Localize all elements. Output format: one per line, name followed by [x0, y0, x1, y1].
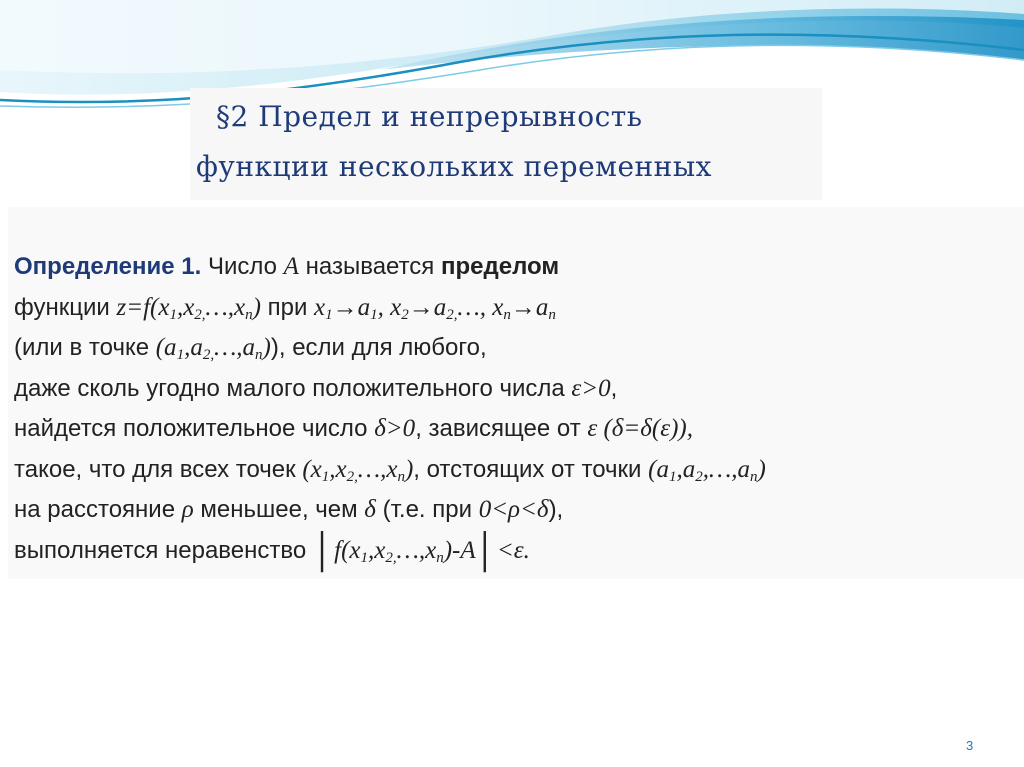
math: δ — [364, 496, 376, 523]
math-part: x — [492, 293, 504, 321]
definition-line-6 — [14, 450, 1019, 491]
target-point-expr — [648, 456, 766, 483]
text: на расстояние — [14, 496, 182, 523]
math-part: …,x — [357, 455, 398, 483]
text: при — [260, 293, 315, 321]
subscript: n — [397, 468, 405, 485]
text: такое, что для всех точек — [14, 455, 303, 483]
definition-line-4 — [14, 369, 1019, 410]
text: (или в точке — [14, 334, 156, 361]
subscript: 2 — [401, 306, 409, 323]
subscript: 2, — [446, 306, 458, 323]
math-part: →a — [510, 293, 549, 321]
text: ), если для любого, — [270, 334, 487, 361]
subscript: n — [255, 347, 263, 363]
subscript: n — [548, 306, 556, 323]
math-part: ,x — [176, 293, 195, 321]
math-part: …,x — [396, 536, 437, 564]
math: ε>0 — [571, 374, 611, 402]
math-part: ) — [404, 455, 414, 483]
definition-line-8 — [14, 531, 1019, 572]
definition-label: Определение 1. — [14, 253, 202, 280]
text: Число — [201, 253, 284, 280]
slide-title-line1: §2 Предел и непрерывность — [216, 100, 643, 133]
math-part: x — [390, 293, 402, 321]
math: 0<ρ<δ — [478, 496, 549, 523]
definition-line-5 — [14, 409, 1019, 450]
subscript: 1 — [360, 549, 368, 566]
subscript: 1 — [176, 347, 185, 363]
math-part: ,a — [184, 334, 203, 361]
math-part: →a — [332, 293, 371, 321]
math-part: →a — [408, 293, 447, 321]
math-part: (a — [648, 455, 669, 483]
math-part: (a — [155, 334, 177, 361]
text: найдется положительное число — [14, 415, 375, 442]
math: δ>0 — [374, 415, 416, 442]
limit-expr — [314, 294, 556, 321]
text: (т.е. при — [375, 496, 479, 523]
points-expr — [302, 456, 413, 483]
text: , отстоящих от точки — [413, 455, 649, 483]
definition-line-3 — [14, 328, 1019, 369]
page-number: 3 — [966, 738, 974, 753]
math-part: ,x — [329, 455, 347, 483]
subscript: n — [436, 549, 444, 566]
subscript: 2, — [385, 549, 397, 566]
text: , зависящее от — [415, 415, 588, 442]
text: называется — [298, 253, 441, 280]
slide-title-line2: функции нескольких переменных — [196, 150, 712, 183]
subscript: 1 — [325, 306, 333, 323]
inequality-expr — [312, 531, 530, 570]
subscript: 2 — [695, 468, 703, 485]
text: функции — [14, 293, 117, 321]
math-part: ) — [262, 334, 271, 361]
abs-bar: │ — [312, 531, 335, 570]
definition-line-1 — [14, 247, 1019, 288]
math-part: )-A — [443, 536, 476, 564]
math-part: …,a — [214, 334, 256, 361]
math: ε (δ=δ(ε)), — [587, 415, 693, 442]
math-part: ,x — [368, 536, 386, 564]
text: выполняется неравенство — [14, 536, 313, 564]
text: меньшее, чем — [193, 496, 365, 523]
term-limit: пределом — [440, 253, 560, 280]
subscript: n — [749, 468, 758, 485]
abs-bar: │ — [475, 531, 497, 570]
subscript: n — [503, 306, 511, 323]
math-part: z=f(x — [116, 293, 170, 321]
math-part: …,x — [205, 293, 246, 321]
math-part: f(x — [334, 536, 361, 564]
definition-line-2 — [14, 288, 1019, 329]
text: , — [610, 374, 618, 402]
math: A — [283, 253, 299, 280]
math-part: ,a — [676, 455, 696, 483]
math-part: ,…,a — [702, 455, 750, 483]
math-part: <ε. — [496, 536, 530, 564]
function-expr — [116, 294, 260, 321]
subscript: 1 — [370, 306, 378, 323]
definition-text — [14, 247, 1019, 571]
definition-line-7 — [14, 490, 1019, 531]
text: даже сколь угодно малого положительного числа — [14, 374, 572, 402]
subscript: 1 — [668, 468, 677, 485]
subscript: 1 — [169, 306, 177, 323]
subscript: 2, — [202, 347, 215, 363]
text: ), — [548, 496, 564, 523]
math-part: (x — [302, 455, 322, 483]
math-part: , — [377, 293, 391, 321]
math-part: x — [314, 293, 326, 321]
math-part: …, — [457, 293, 493, 321]
subscript: 2, — [194, 306, 206, 323]
subscript: n — [245, 306, 253, 323]
point-expr — [156, 334, 271, 361]
math-part: ) — [252, 293, 261, 321]
subscript: 2, — [346, 468, 358, 485]
math-part: ) — [757, 455, 766, 483]
subscript: 1 — [321, 468, 330, 485]
math: ρ — [181, 496, 194, 523]
